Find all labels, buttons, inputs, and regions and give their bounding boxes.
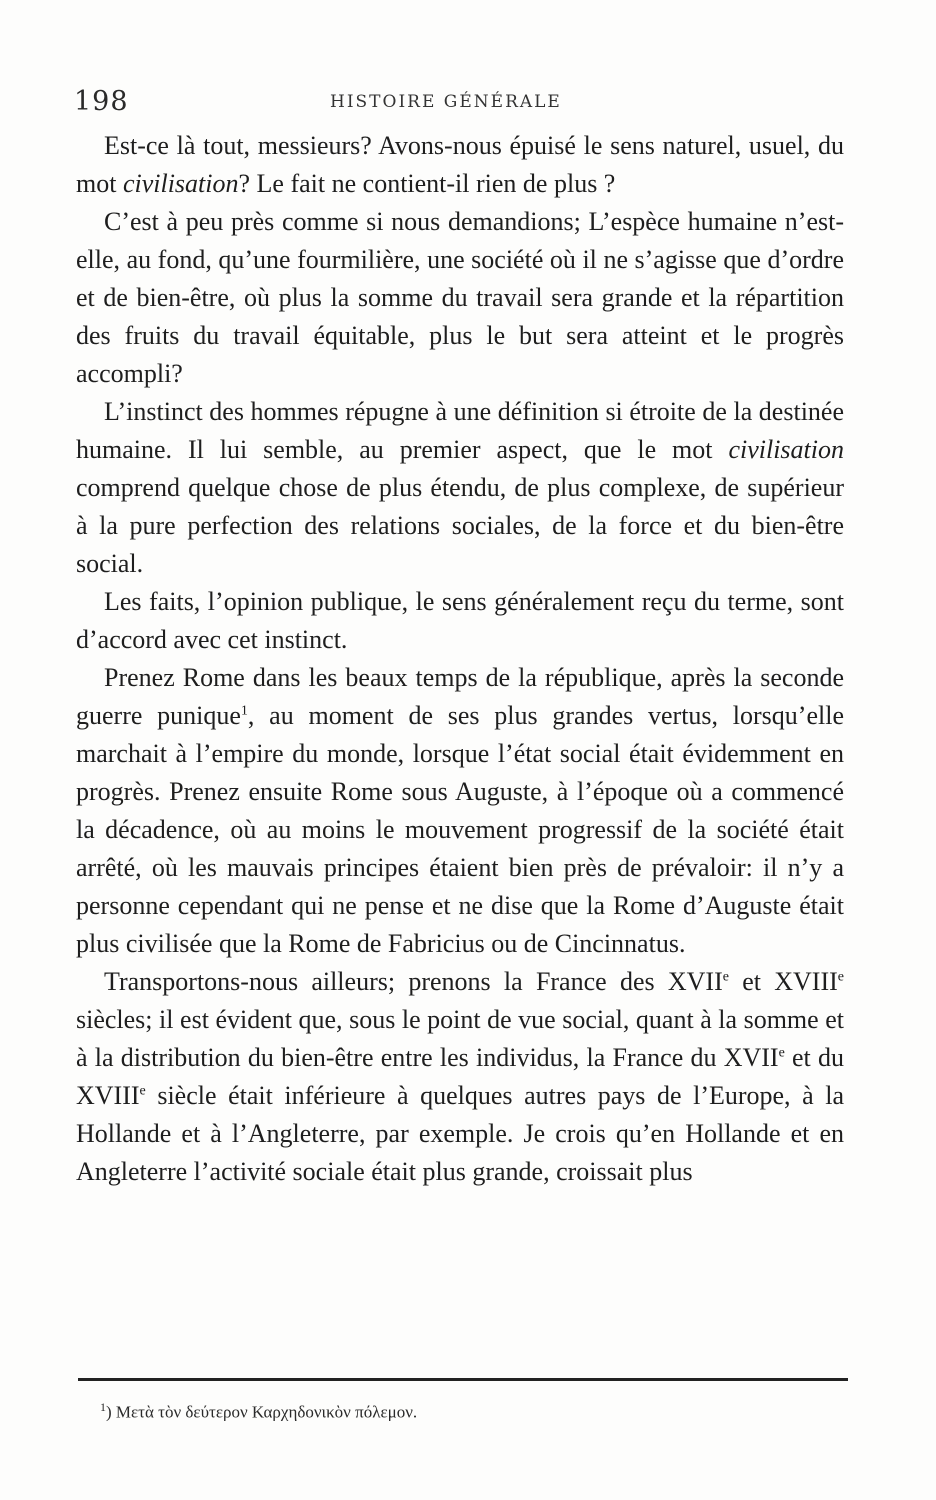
ordinal-superscript: e: [837, 969, 844, 985]
body-text: [76, 127, 844, 1191]
footnote-text: ) Μετὰ τὸν δεύτερον Καρχηδονικὸν πόλεμον.: [106, 1402, 418, 1422]
paragraph-1-text: Est-ce là tout, messieurs? Avons-nous épuisé le sens naturel, usuel, du mot: [76, 131, 844, 198]
paragraph-2: C’est à peu près comme si nous demandions; L’espèce humaine n’est-elle, au fond, qu’une fourmilière, une société où il ne s’agisse que d’ordre et de bien-être, où plus la somme du travail sera grande et la répartition des fruits du travail équitable, plus le but sera atteint et le progrès accompli?: [76, 207, 844, 388]
footnote: [100, 1400, 820, 1423]
footnote-divider: [78, 1378, 848, 1381]
page-header: [74, 86, 844, 126]
italic-term: civilisation: [728, 435, 844, 464]
paragraph-5-text-a: Prenez Rome dans les beaux temps de la république, après la seconde guerre punique: [76, 663, 844, 730]
paragraph-1-rest: ? Le fait ne contient-il rien de plus ?: [238, 169, 616, 198]
paragraph-6-text-d: et du XVIII: [76, 1043, 844, 1110]
footnote-reference: 1: [240, 703, 248, 719]
paragraph-6-text-b: et XVIII: [728, 967, 838, 996]
footnote-marker: 1: [100, 1400, 106, 1414]
paragraph-6-text-c: siècles; il est évident que, sous le point de vue social, quant à la somme et à la distribution du bien-être entre les individus, la France du XVII: [76, 1005, 844, 1072]
ordinal-superscript: e: [778, 1045, 785, 1061]
paragraph-3-text-b: comprend quelque chose de plus étendu, de plus complexe, de supérieur à la pure perfection des relations sociales, de la force et du bien-être social.: [76, 473, 844, 578]
paragraph-6: [76, 963, 844, 1191]
paragraph-4: Les faits, l’opinion publique, le sens généralement reçu du terme, sont d’accord avec cet instinct.: [76, 587, 844, 654]
running-head: HISTOIRE GÉNÉRALE: [330, 92, 562, 112]
italic-term: civilisation: [122, 169, 239, 198]
paragraph-5: [76, 659, 844, 963]
ordinal-superscript: e: [139, 1083, 146, 1099]
ordinal-superscript: e: [722, 969, 729, 985]
paragraph-3-text-a: L’instinct des hommes répugne à une définition si étroite de la destinée humaine. Il lui semble, au premier aspect, que le mot: [76, 397, 844, 464]
paragraph-1: [76, 127, 844, 203]
page-number: 198: [74, 86, 129, 117]
paragraph-5-text-b: , au moment de ses plus grandes vertus, lorsqu’elle marchait à l’empire du monde, lorsque l’état social était évidemment en progrès. Prenez ensuite Rome sous Auguste, à l’époque où a commencé la décadence, où au moins le mouvement progressif de la société était arrêté, où les mauvais principes étaient bien près de prévaloir: il n’y a personne cependant qui ne pense et ne dise que la Rome d’Auguste était plus civilisée que la Rome de Fabricius ou de Cincinnatus.: [76, 701, 844, 958]
paragraph-3: [76, 393, 844, 583]
paragraph-6-text-e: siècle était inférieure à quelques autres pays de l’Europe, à la Hollande et à l’Angleterre, par exemple. Je crois qu’en Hollande et en Angleterre l’activité sociale était plus grande, croissait plus: [76, 1081, 844, 1186]
paragraph-6-text-a: Transportons-nous ailleurs; prenons la France des XVII: [104, 967, 723, 996]
